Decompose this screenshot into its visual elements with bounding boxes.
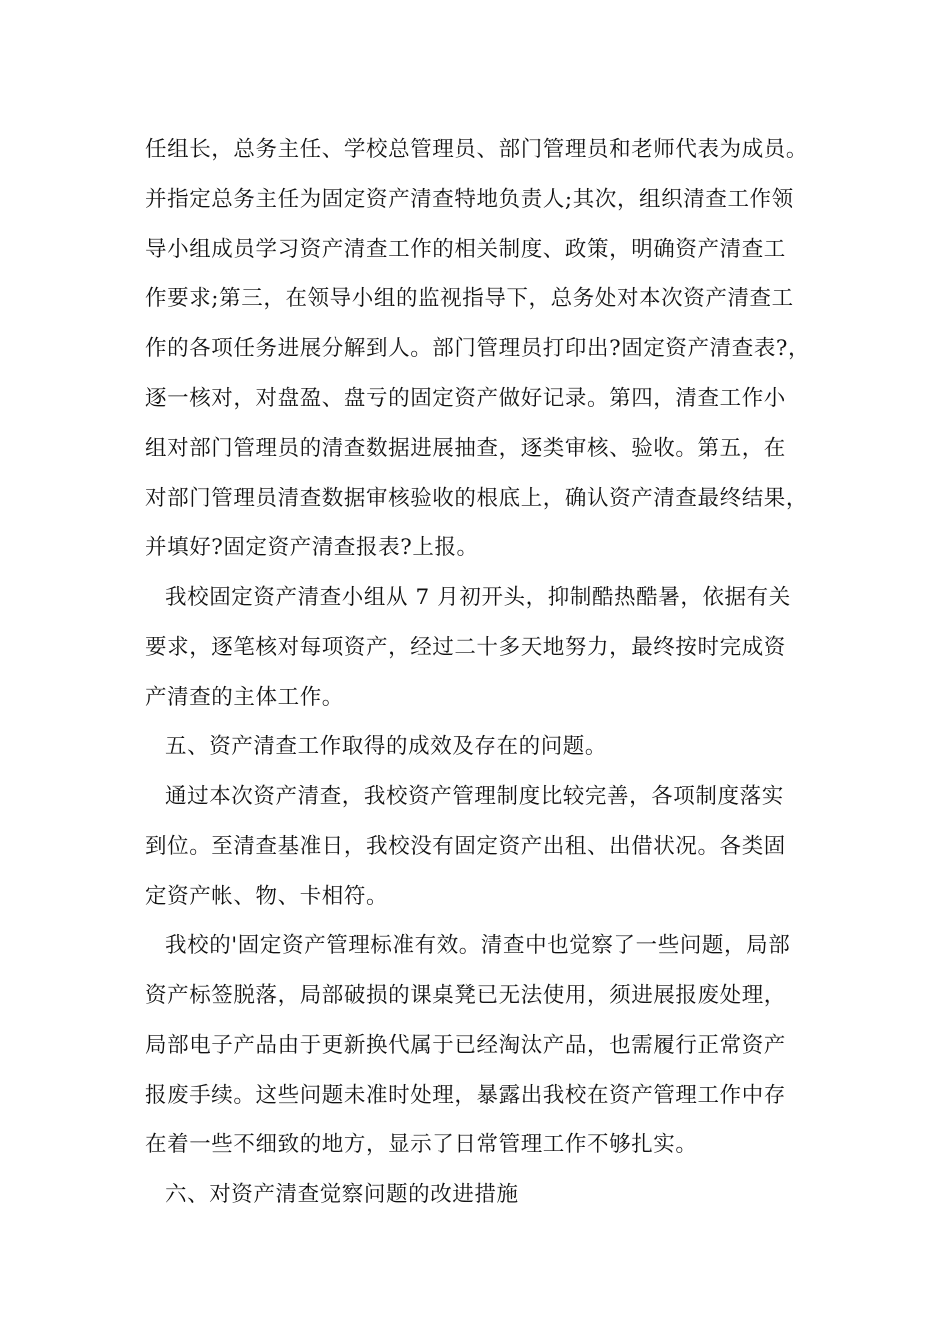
text-line: 局部电子产品由于更新换代属于已经淘汰产品，也需履行正常资产	[145, 1033, 786, 1058]
text-line: 任组长，总务主任、学校总管理员、部门管理员和老师代表为成员。	[145, 137, 809, 162]
text-line: 定资产帐、物、卡相符。	[145, 884, 389, 909]
text-line: 在着一些不细致的地方，显示了日常管理工作不够扎实。	[145, 1132, 698, 1157]
text-line: 资产标签脱落，局部破损的课桌凳已无法使用，须进展报废处理，	[145, 983, 786, 1008]
section-heading: 五、资产清查工作取得的成效及存在的问题。	[165, 734, 608, 759]
text-line: 到位。至清查基准日，我校没有固定资产出租、出借状况。各类固	[145, 834, 786, 859]
text-line: 并指定总务主任为固定资产清查特地负责人;其次，组织清查工作领	[145, 187, 794, 212]
paragraph-first-line: 我校固定资产清查小组从 7 月初开头，抑制酷热酷暑，依据有关	[165, 585, 791, 610]
text-line: 作要求;第三，在领导小组的监视指导下，总务处对本次资产清查工	[145, 286, 794, 311]
text-line: 导小组成员学习资产清查工作的相关制度、政策，明确资产清查工	[145, 237, 786, 262]
section-heading: 六、对资产清查觉察问题的改进措施	[165, 1182, 519, 1207]
text-line: 对部门管理员清查数据审核验收的根底上，确认资产清查最终结果，	[145, 486, 809, 511]
paragraph-first-line: 通过本次资产清查，我校资产管理制度比较完善，各项制度落实	[165, 784, 784, 809]
text-line: 产清查的主体工作。	[145, 685, 344, 710]
text-line: 要求，逐笔核对每项资产，经过二十多天地努力，最终按时完成资	[145, 635, 786, 660]
text-line: 作的各项任务进展分解到人。部门管理员打印出?固定资产清查表?，	[145, 336, 811, 361]
text-line: 报废手续。这些问题未准时处理，暴露出我校在资产管理工作中存	[145, 1083, 786, 1108]
paragraph-first-line: 我校的'固定资产管理标准有效。清查中也觉察了一些问题，局部	[165, 933, 791, 958]
text-line: 逐一核对，对盘盈、盘亏的固定资产做好记录。第四，清查工作小	[145, 386, 786, 411]
text-line: 组对部门管理员的清查数据进展抽查，逐类审核、验收。第五，在	[145, 436, 786, 461]
text-line: 并填好?固定资产清查报表?上报。	[145, 535, 479, 560]
